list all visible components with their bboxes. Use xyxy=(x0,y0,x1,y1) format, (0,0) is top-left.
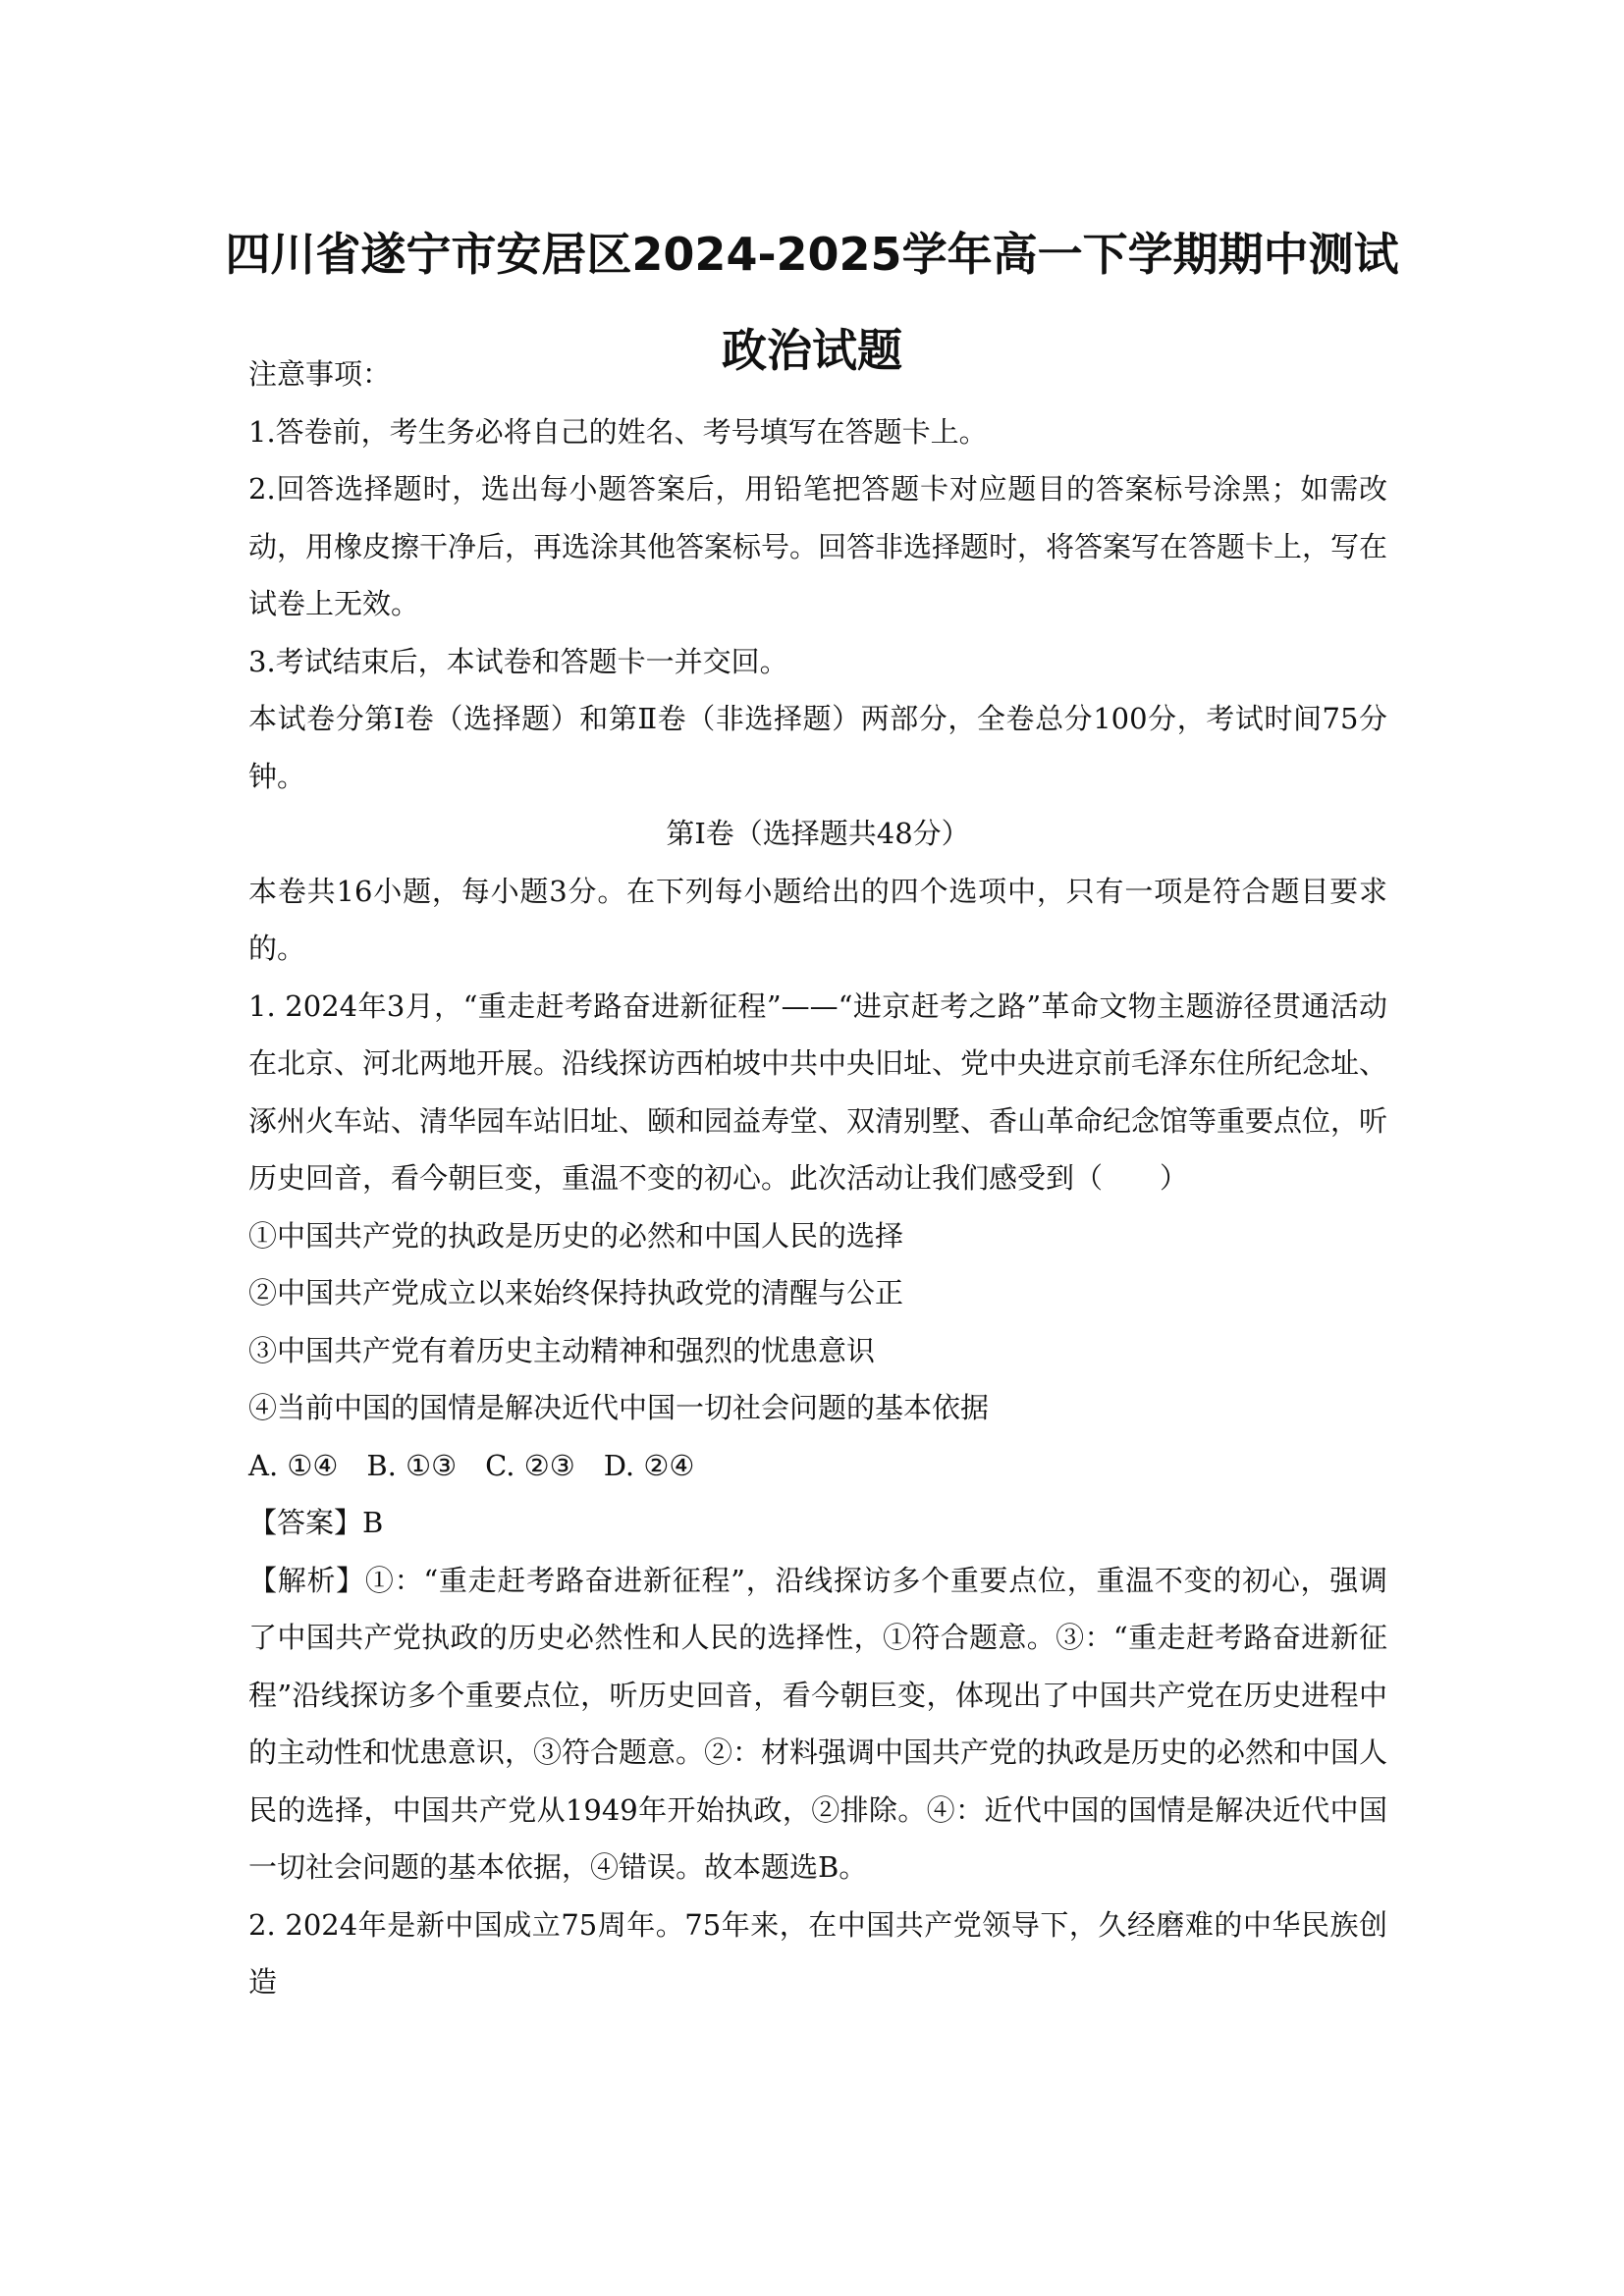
notice-item-2: 2.回答选择题时，选出每小题答案后，用铅笔把答题卡对应题目的答案标号涂黑；如需改动，用橡皮擦干净后，再选涂其他答案标号。回答非选择题时，将答案写在答题卡上，写在试卷上无效。 xyxy=(248,472,1388,620)
notice-item-1: 1.答卷前，考生务必将自己的姓名、考号填写在答题卡上。 xyxy=(248,414,988,449)
question-1-analysis: 【解析】①：“重走赶考路奋进新征程”，沿线探访多个重要点位，重温不变的初心，强调了中国共产党执政的历史必然性和人民的选择性，①符合题意。③：“重走赶考路奋进新征程”沿线探访多个重要点位，听历史回音，看今朝巨变，体现出了中国共产党在历史进程中的主动性和忧患意识，③符合题意。②：材料强调中国共产党的执政是历史的必然和中国人民的选择，中国共产党从1949年开始执政，②排除。④：近代中国的国情是解决近代中国一切社会问题的基本依据，④错误。故本题选B。 xyxy=(248,1563,1388,1884)
question-1-statement-1: ①中国共产党的执政是历史的必然和中国人民的选择 xyxy=(248,1218,904,1253)
notice-item-3: 3.考试结束后，本试卷和答题卡一并交回。 xyxy=(248,644,788,678)
exam-structure: 本试卷分第Ⅰ卷（选择题）和第Ⅱ卷（非选择题）两部分，全卷总分100分，考试时间75分钟。 xyxy=(248,702,1387,793)
document-body xyxy=(248,346,1387,2011)
section-heading: 第Ⅰ卷（选择题共48分） xyxy=(666,817,970,850)
question-1-statement-3: ③中国共产党有着历史主动精神和强烈的忧患意识 xyxy=(248,1333,876,1367)
question-1-options: A. ①④ B. ①③ C. ②③ D. ②④ xyxy=(248,1448,695,1482)
document-title: 四川省遂宁市安居区2024-2025学年高一下学期期中测试 xyxy=(225,228,1399,281)
question-1-stem: 1. 2024年3月，“重走赶考路奋进新征程”——“进京赶考之路”革命文物主题游径贯通活动在北京、河北两地开展。沿线探访西柏坡中共中央旧址、党中央进京前毛泽东住所纪念址、涿州火车站、清华园车站旧址、颐和园益寿堂、双清别墅、香山革命纪念馆等重要点位，听历史回音，看今朝巨变，重温不变的初心。此次活动让我们感受到（ ） xyxy=(248,988,1388,1195)
question-2-stem: 2. 2024年是新中国成立75周年。75年来，在中国共产党领导下，久经磨难的中华民族创造 xyxy=(248,1907,1387,1999)
document-subtitle: 政治试题 xyxy=(722,324,902,377)
question-1-answer: 【答案】B xyxy=(248,1506,384,1539)
notice-heading: 注意事项： xyxy=(248,357,392,391)
section-instructions: 本卷共16小题，每小题3分。在下列每小题给出的四个选项中，只有一项是符合题目要求的。 xyxy=(248,874,1387,965)
question-1-statement-2: ②中国共产党成立以来始终保持执政党的清醒与公正 xyxy=(248,1276,904,1309)
question-1-statement-4: ④当前中国的国情是解决近代中国一切社会问题的基本依据 xyxy=(248,1391,990,1424)
